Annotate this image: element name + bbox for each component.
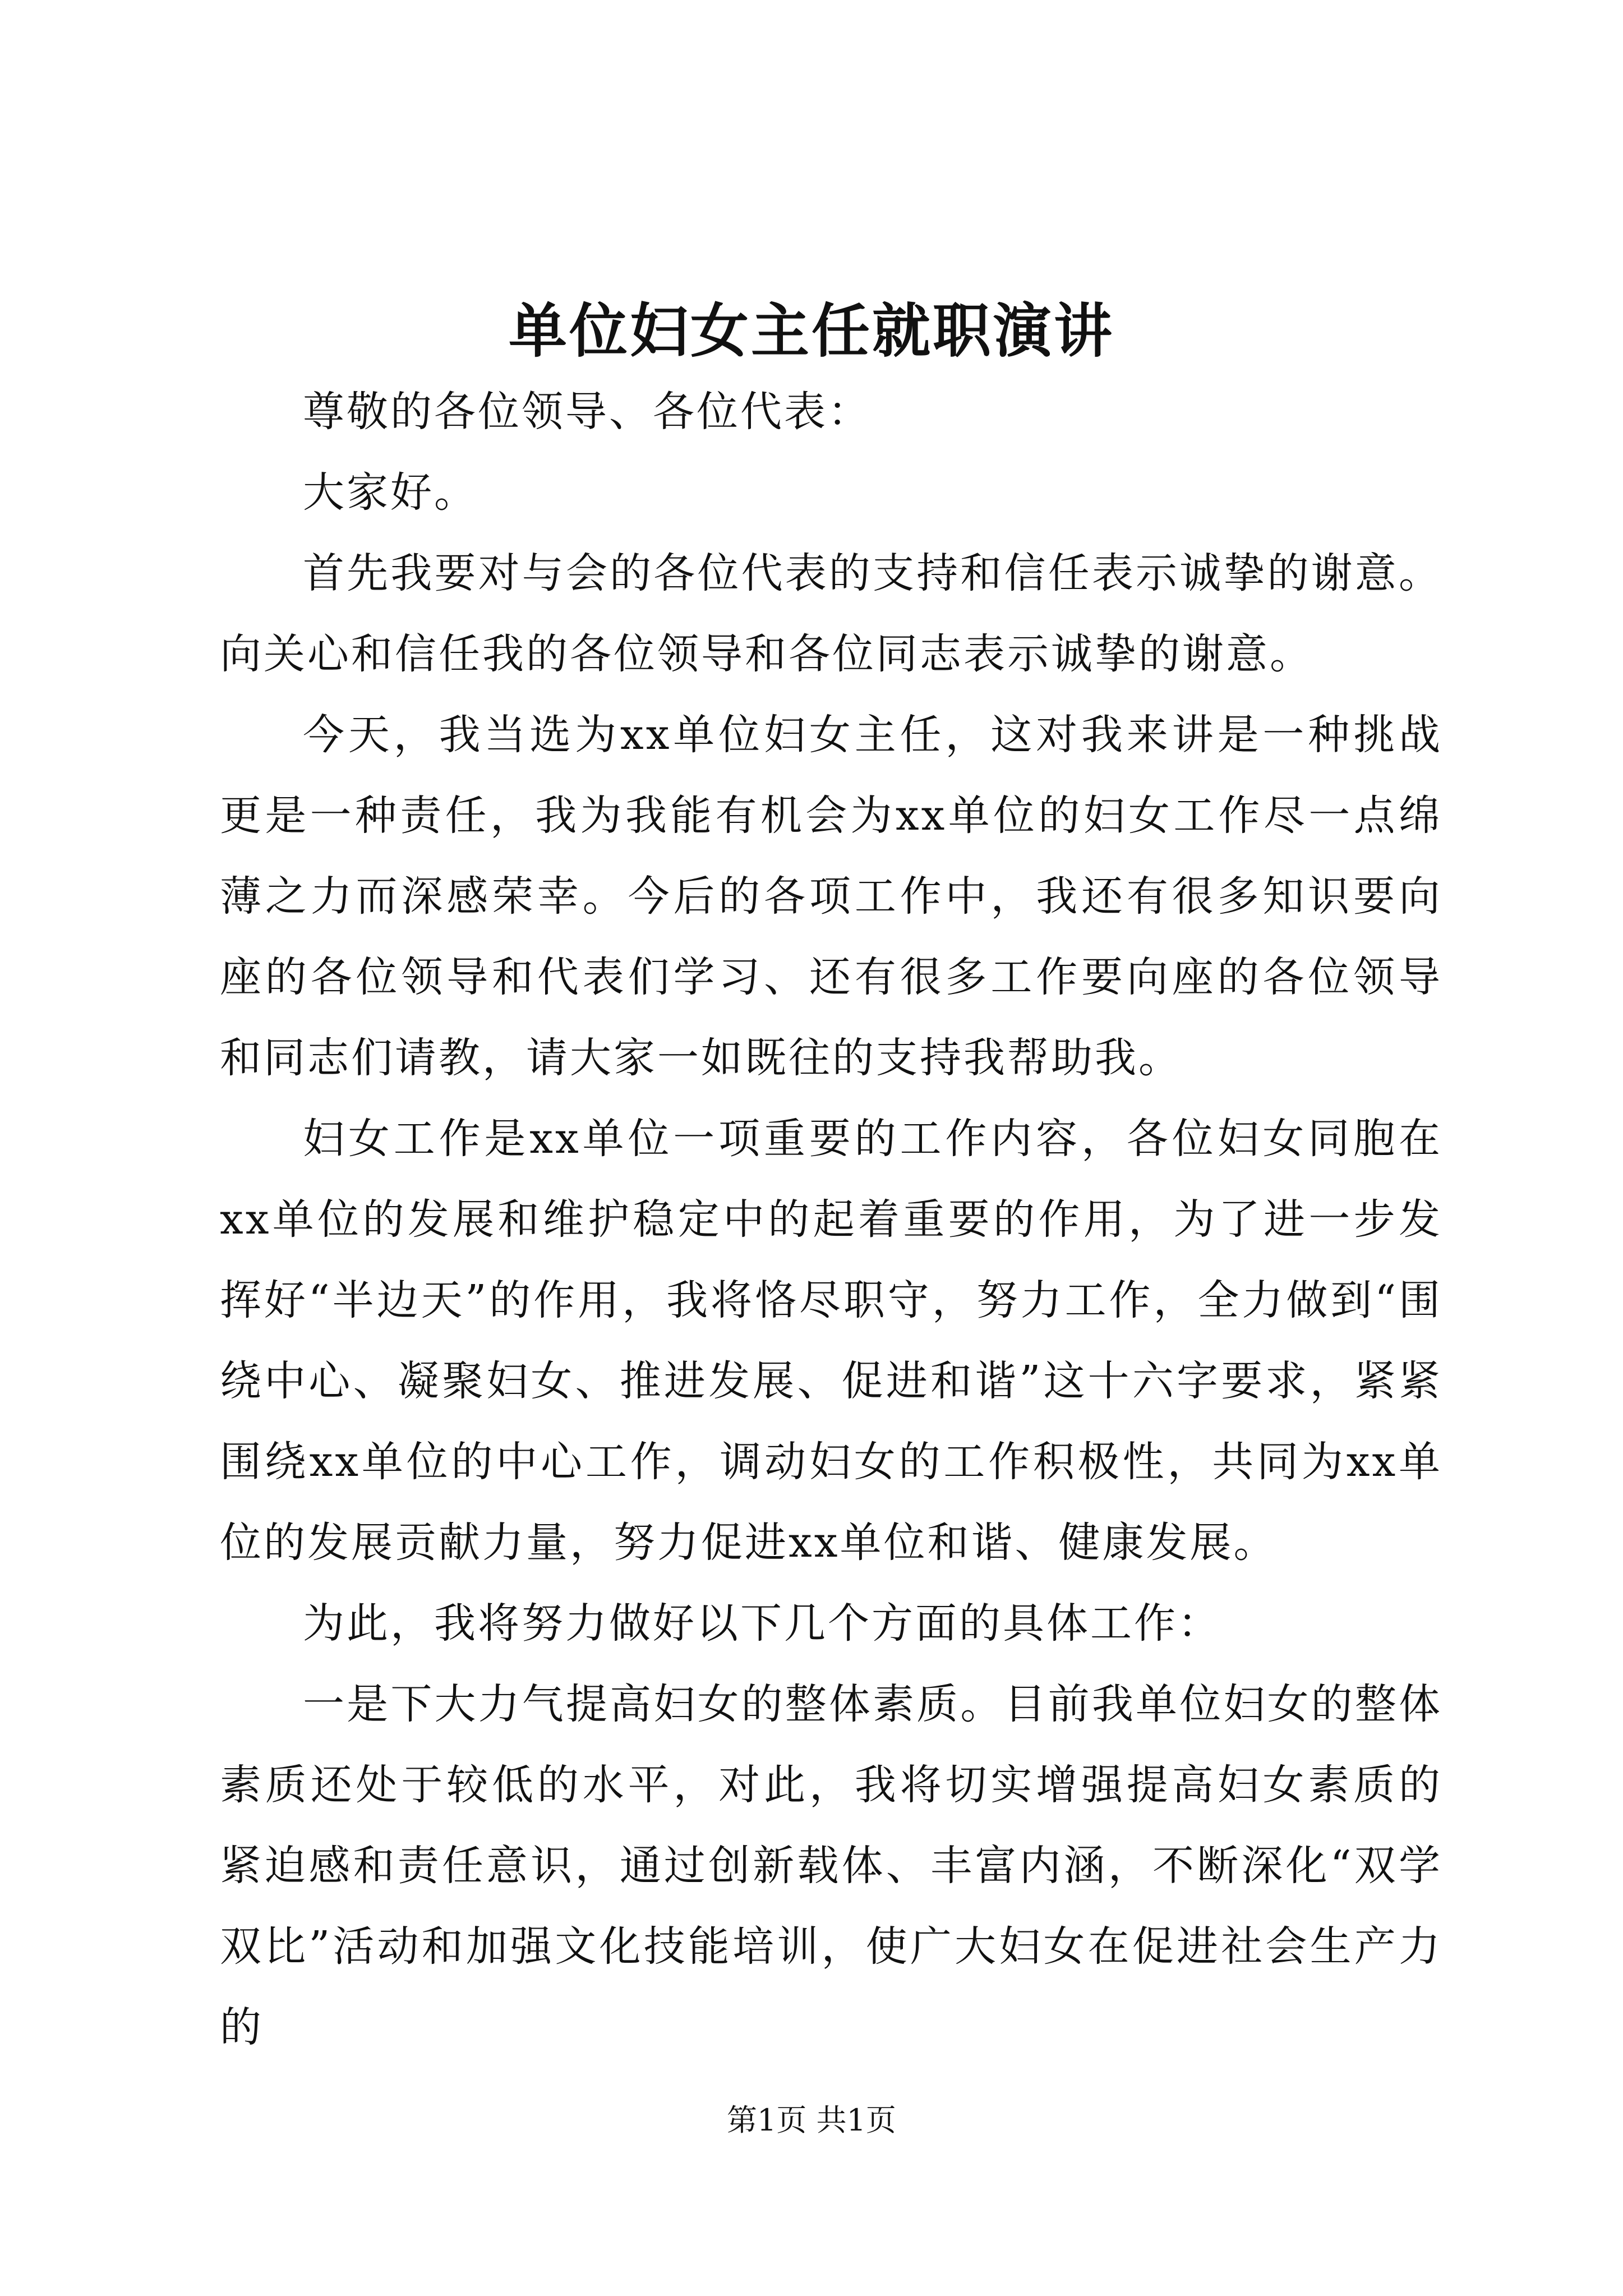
paragraph-election: 今天，我当选为xx单位妇女主任，这对我来讲是一种挑战更是一种责任，我为我能有机会为xx单位的妇女工作尽一点绵薄之力而深感荣幸。今后的各项工作中，我还有很多知识要向座的各位领导和代表们学习、还有很多工作要向座的各位领导和同志们请教，请大家一如既往的支持我帮助我。 (220, 711, 1442, 1082)
page-footer: 第1页 共1页 (727, 2102, 896, 2138)
paragraph-plan-intro: 为此，我将努力做好以下几个方面的具体工作： (303, 1599, 1221, 1648)
document-body (220, 371, 1442, 2068)
document-title: 单位妇女主任就职演讲 (508, 296, 1114, 365)
paragraph-women-work: 妇女工作是xx单位一项重要的工作内容，各位妇女同胞在xx单位的发展和维护稳定中的起着重要的作用，为了进一步发挥好“半边天”的作用，我将恪尽职守，努力工作，全力做到“围绕中心、凝聚妇女、推进发展、促进和谐”这十六字要求，紧紧围绕xx单位的中心工作，调动妇女的工作积极性，共同为xx单位的发展贡献力量，努力促进xx单位和谐、健康发展。 (220, 1115, 1442, 1567)
paragraph-greeting: 大家好。 (303, 468, 478, 517)
paragraph-thanks: 首先我要对与会的各位代表的支持和信任表示诚挚的谢意。向关心和信任我的各位领导和各位同志表示诚挚的谢意。 (220, 549, 1442, 678)
paragraph-point-one: 一是下大力气提高妇女的整体素质。目前我单位妇女的整体素质还处于较低的水平，对此，我将切实增强提高妇女素质的紧迫感和责任意识，通过创新载体、丰富内涵，不断深化“双学双比”活动和加强文化技能培训，使广大妇女在促进社会生产力的 (220, 1680, 1442, 2051)
paragraph-salutation: 尊敬的各位领导、各位代表： (303, 388, 872, 436)
